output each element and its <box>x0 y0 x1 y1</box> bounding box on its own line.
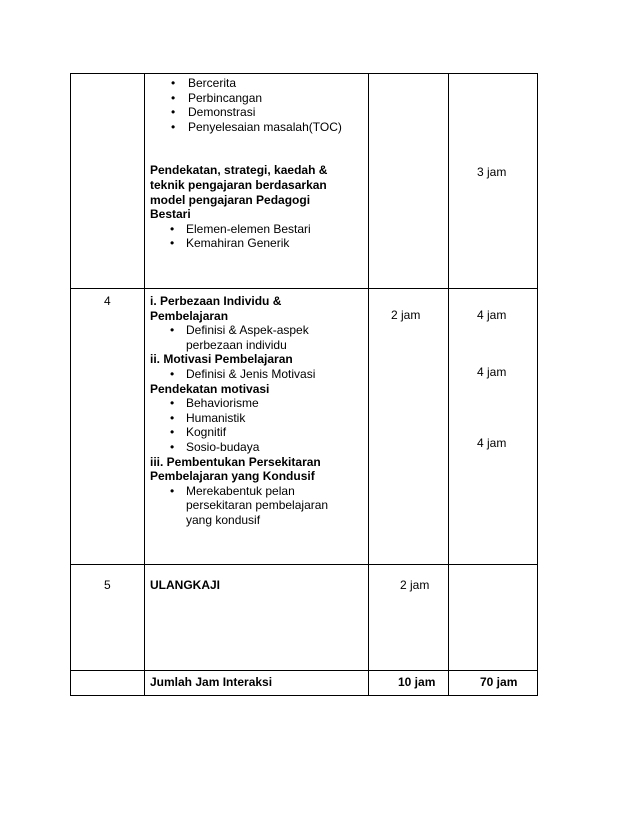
row4-section1-title: i. Perbezaan Individu & Pembelajaran <box>150 294 282 323</box>
row4-section1-list <box>150 323 360 352</box>
row4-number: 4 <box>104 294 111 308</box>
column-divider <box>368 73 369 696</box>
row-divider <box>70 288 538 289</box>
total-hours-a: 10 jam <box>398 675 436 689</box>
row4-section3-list <box>150 484 350 528</box>
list-item: • Demonstrasi <box>150 105 365 120</box>
list-item: • Perbincangan <box>150 91 365 106</box>
row4-section2-title: ii. Motivasi Pembelajaran <box>150 352 293 367</box>
row4-topic-cell <box>150 294 365 528</box>
list-item: • Behaviorisme <box>150 396 365 411</box>
list-item: • Humanistik <box>150 411 365 426</box>
list-item: • Elemen-elemen Bestari <box>150 222 365 237</box>
row4-hours-a: 2 jam <box>391 308 421 322</box>
row4-approach-list <box>150 396 365 454</box>
row3-topic-cell <box>150 76 365 251</box>
list-item: • Definisi & Jenis Motivasi <box>150 367 365 382</box>
row3-approach-heading: Pendekatan, strategi, kaedah & teknik pengajaran berdasarkan model pengajaran Pedagogi Bestari <box>150 163 328 222</box>
row5-number: 5 <box>104 578 111 592</box>
row4-hours-b-2: 4 jam <box>477 365 507 379</box>
row4-hours-b-1: 4 jam <box>477 308 507 322</box>
list-item: • Merekabentuk pelan persekitaran pembelajaran yang kondusif <box>150 484 350 528</box>
list-item: • Definisi & Aspek-aspek perbezaan individu <box>150 323 360 352</box>
row4-section3-title: iii. Pembentukan Persekitaran Pembelajaran yang Kondusif <box>150 454 321 484</box>
row5-topic: ULANGKAJI <box>150 578 221 592</box>
row3-hours-b: 3 jam <box>477 165 507 179</box>
row3-bestari-list <box>150 222 365 251</box>
row3-activity-list <box>150 76 365 134</box>
list-item: • Kemahiran Generik <box>150 236 365 251</box>
list-item: • Penyelesaian masalah(TOC) <box>150 120 365 135</box>
row-divider <box>70 670 538 671</box>
row5-hours-a: 2 jam <box>400 578 430 592</box>
row4-approach-title: Pendekatan motivasi <box>150 381 270 396</box>
column-divider <box>144 73 145 696</box>
list-item: • Sosio-budaya <box>150 440 365 455</box>
column-divider <box>448 73 449 696</box>
total-label: Jumlah Jam Interaksi <box>150 675 273 689</box>
list-item: • Kognitif <box>150 425 365 440</box>
row4-hours-b-3: 4 jam <box>477 436 507 450</box>
row-divider <box>70 564 538 565</box>
row4-section2-list <box>150 367 365 382</box>
total-hours-b: 70 jam <box>480 675 518 689</box>
list-item: • Bercerita <box>150 76 365 91</box>
